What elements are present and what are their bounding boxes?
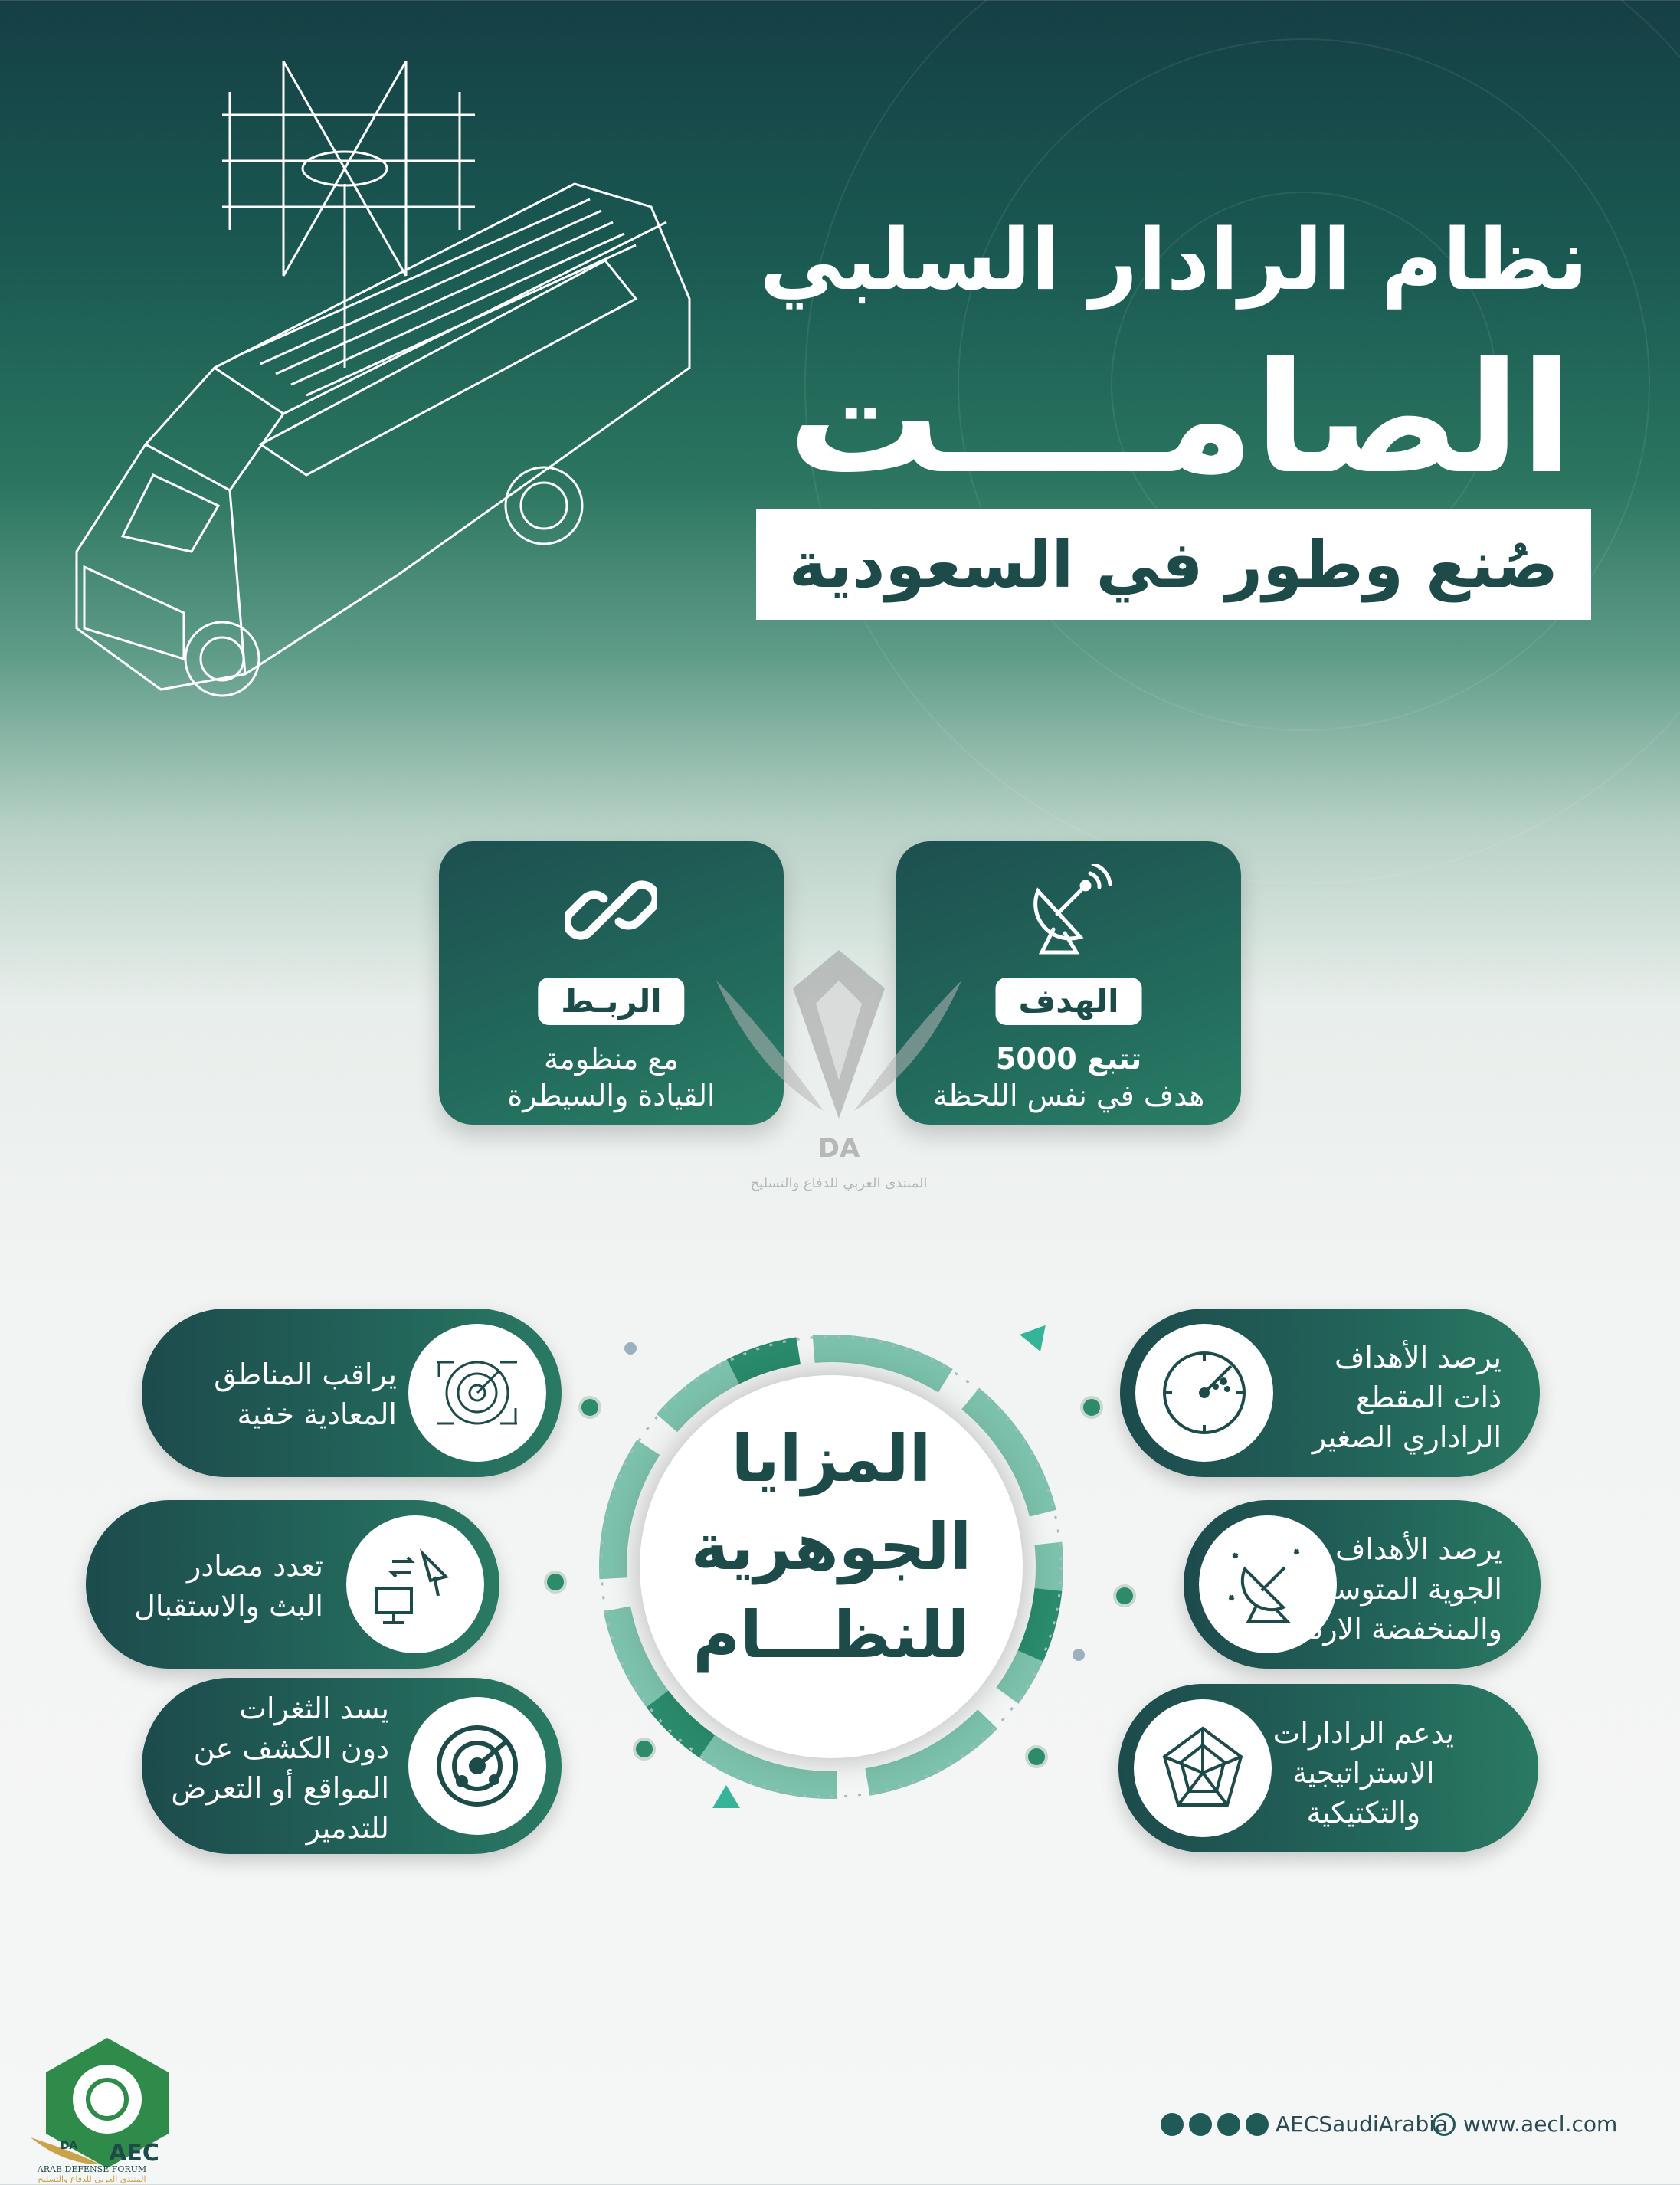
whatsapp-icon[interactable] <box>1161 2113 1184 2136</box>
ring-dot <box>1025 1745 1048 1768</box>
svg-text:DA: DA <box>817 1133 860 1164</box>
globe-icon <box>1433 2113 1456 2136</box>
svg-text:المنتدى العربي للدفاع والتسليح: المنتدى العربي للدفاع والتسليح <box>750 1175 928 1191</box>
feature-icon-holder <box>346 1515 484 1653</box>
center-line-1: المزايا <box>731 1421 932 1496</box>
radar-map-icon <box>431 1347 523 1439</box>
website-link[interactable]: www.aecl.com <box>1463 2111 1618 2137</box>
social-handle[interactable]: AECSaudiArabia <box>1276 2111 1449 2137</box>
feature-multi-source <box>86 1500 499 1669</box>
ring-dot <box>1080 1396 1103 1419</box>
ring-dot <box>578 1396 601 1419</box>
radar-sweep-icon <box>1158 1347 1250 1439</box>
aec-logo <box>31 2030 184 2183</box>
target-label: الهدف <box>996 978 1142 1025</box>
title-line-1: نظام الرادار السلبي <box>759 211 1588 309</box>
center-line-2: الجوهرية <box>690 1509 972 1584</box>
radar-scope-icon <box>431 1720 523 1812</box>
transmit-receive-icon <box>369 1538 461 1630</box>
feature-text: يرصد الأهداف الجوية المتوسطة والمنخفضة الارتفاع <box>1274 1532 1502 1646</box>
link-label: الربـط <box>538 978 684 1025</box>
center-line-3: للنظـــام <box>693 1597 970 1672</box>
feature-icon-holder <box>408 1697 546 1835</box>
feature-icon-holder <box>1134 1699 1272 1837</box>
ring-dot <box>1113 1584 1136 1607</box>
link-line-2: القيادة والسيطرة <box>507 1079 716 1112</box>
subtitle-box <box>756 509 1591 620</box>
feature-icon-holder <box>1135 1324 1273 1462</box>
svg-text:ARAB DEFENSE FORUM: ARAB DEFENSE FORUM <box>37 2164 147 2174</box>
subtitle: صُنع وطور في السعودية <box>788 527 1559 602</box>
spider-chart-icon <box>1157 1722 1249 1814</box>
ring-dot-small <box>1073 1649 1085 1661</box>
feature-hostile-monitoring <box>142 1309 562 1477</box>
feature-text: يراقب المناطق المعادية خفية <box>214 1358 397 1431</box>
svg-text:المنتدى العربي للدفاع والتسليح: المنتدى العربي للدفاع والتسليح <box>38 2174 146 2183</box>
feature-gap-filling <box>142 1678 562 1854</box>
feature-text: يرصد الأهداف ذات المقطع الراداري الصغير <box>1312 1341 1502 1454</box>
feature-low-altitude <box>1184 1500 1541 1669</box>
satellite-dish-icon <box>1023 864 1115 956</box>
svg-text:DA: DA <box>60 2140 78 2152</box>
forum-watermark-logo <box>716 858 961 1287</box>
feature-icon-holder <box>408 1324 546 1462</box>
title-line-2: الصامــــت <box>788 329 1573 508</box>
twitter-icon[interactable] <box>1189 2113 1212 2136</box>
feature-text: يسد الثغرات دون الكشف عن المواقع أو التعرض للتدمير <box>171 1692 389 1845</box>
linkedin-icon[interactable] <box>1217 2113 1240 2136</box>
feature-strategic-tactical <box>1118 1684 1538 1852</box>
target-line-2: هدف في نفس اللحظة <box>932 1079 1205 1112</box>
center-core <box>640 1375 1023 1758</box>
chain-link-icon <box>565 864 657 956</box>
feature-small-rcs <box>1120 1309 1540 1477</box>
youtube-icon[interactable] <box>1246 2113 1269 2136</box>
radar-van-illustration <box>54 46 743 735</box>
svg-text:AEC: AEC <box>109 2140 159 2167</box>
link-line-1: مع منظومة <box>543 1042 679 1076</box>
ring-dot <box>544 1571 567 1594</box>
feature-text: تعدد مصادر البث والاستقبال <box>134 1549 323 1623</box>
target-line-1: تتبع 5000 <box>995 1042 1142 1076</box>
ring-dot-small <box>624 1342 637 1355</box>
triangle-marker <box>712 1785 740 1808</box>
feature-text: يدعم الرادارات الاستراتيجية والتكتيكية <box>1272 1716 1454 1830</box>
ring-dot <box>633 1738 656 1761</box>
